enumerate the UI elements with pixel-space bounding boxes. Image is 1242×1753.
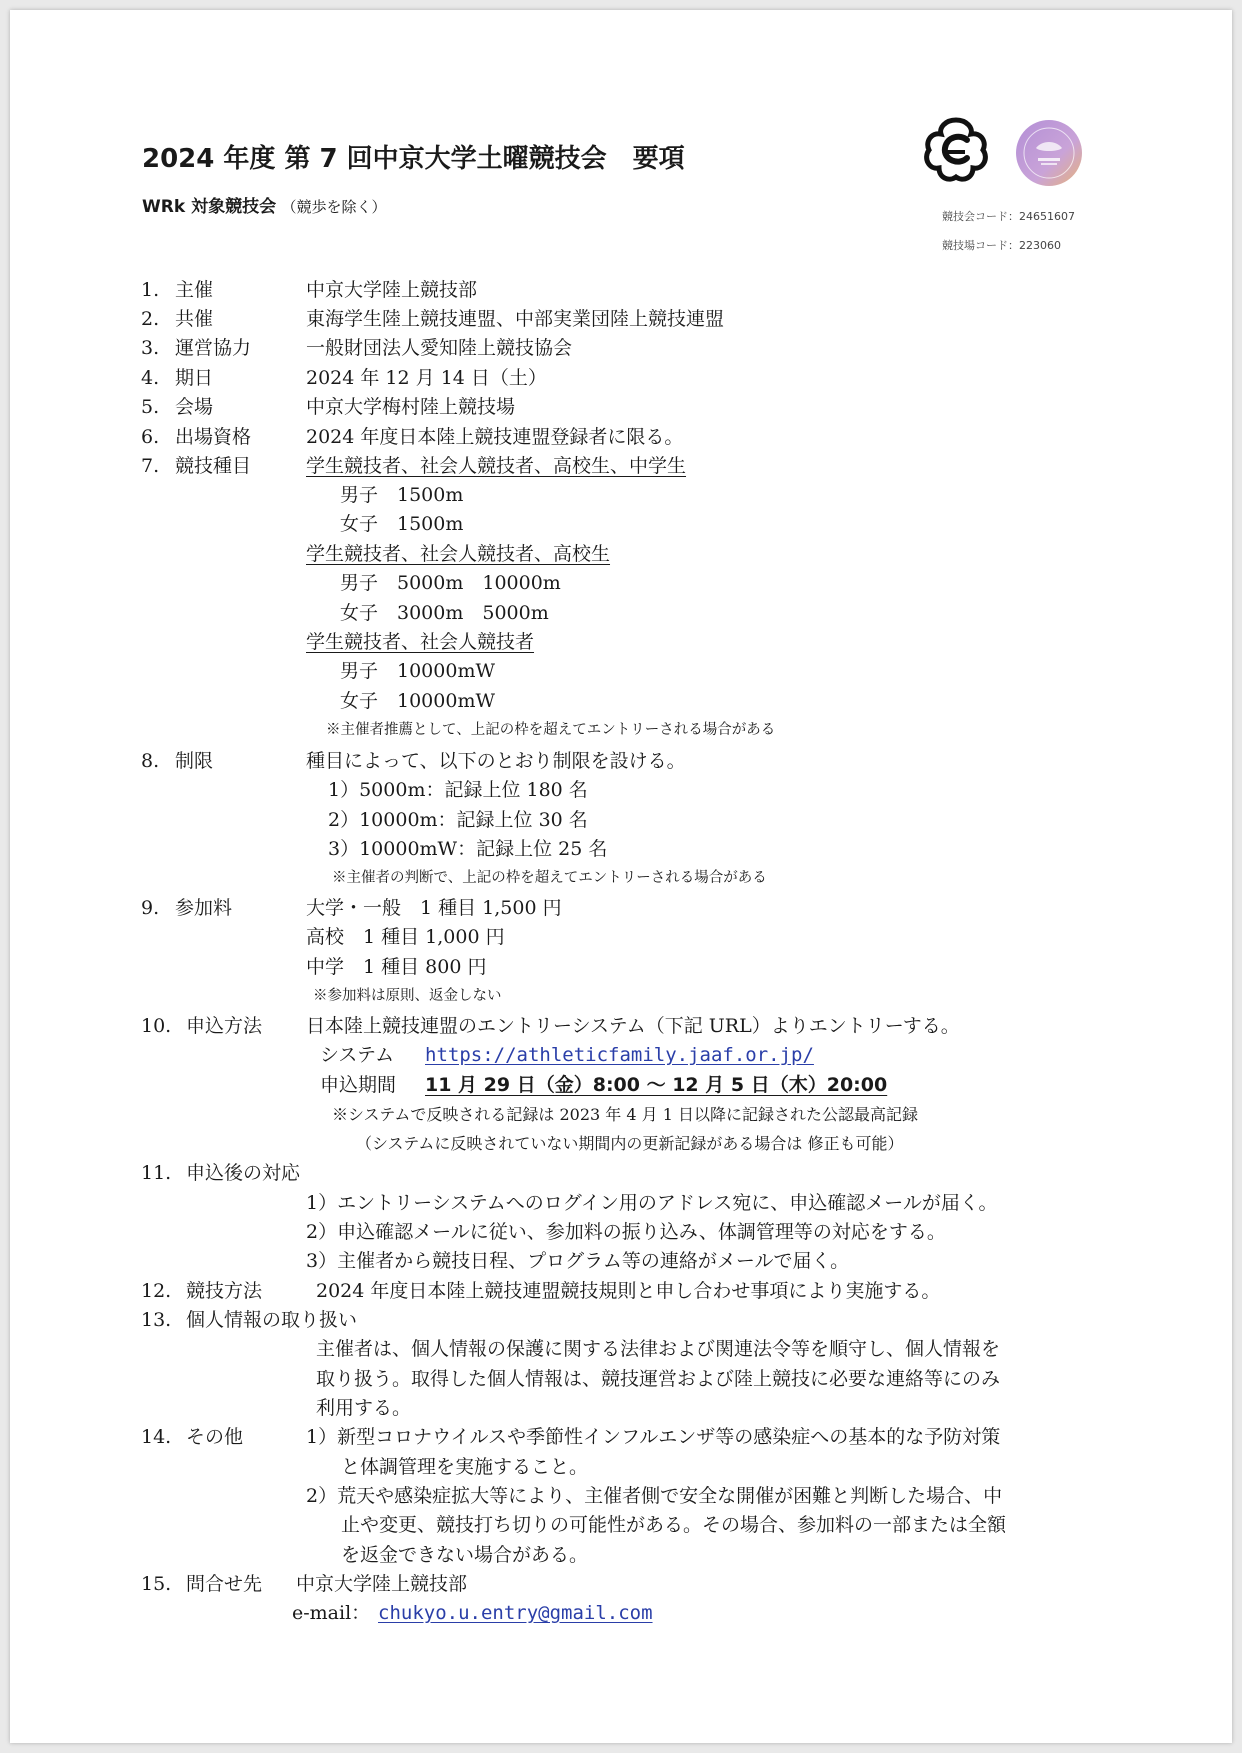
item-11-label: 申込後の対応 — [186, 1162, 301, 1184]
limit-line-1: 1）5000m：記録上位 180 名 — [328, 779, 588, 801]
other-a-line-1: 1）新型コロナウイルスや季節性インフルエンザ等の感染症への基本的な予防対策 — [306, 1426, 1001, 1448]
item-6-value: 2024 年度日本陸上競技連盟登録者に限る。 — [306, 426, 684, 448]
item-1-value: 中京大学陸上競技部 — [306, 279, 478, 301]
privacy-line-2: 取り扱う。取得した個人情報は、競技運営および陸上競技に必要な連絡等にのみ — [316, 1368, 1001, 1390]
event-group-2: 学生競技者、社会人競技者、高校生 — [306, 543, 611, 565]
item-5-value: 中京大学梅村陸上競技場 — [306, 396, 516, 418]
item-14-num: 14. — [141, 1426, 172, 1448]
event-g3-men: 男子 10000mW — [340, 660, 495, 682]
chukyo-logo-icon — [921, 114, 991, 184]
limit-line-3: 3）10000mW：記録上位 25 名 — [328, 838, 608, 860]
event-group-3: 学生競技者、社会人競技者 — [306, 631, 535, 653]
limit-note: ※主催者の判断で、上記の枠を超えてエントリーされる場合がある — [332, 870, 767, 886]
subtitle-bold: WRk 対象競技会 — [142, 197, 277, 217]
item-13-num: 13. — [141, 1309, 172, 1331]
item-1-num: 1. — [141, 279, 160, 301]
system-note-2: （システムに反映されていない期間内の更新記録がある場合は 修正も可能） — [356, 1134, 904, 1153]
item-2-label: 共催 — [175, 308, 214, 330]
venue-code: 競技場コード：223060 — [942, 239, 1061, 252]
email-link[interactable]: chukyo.u.entry@gmail.com — [378, 1602, 653, 1624]
item-9-num: 9. — [141, 897, 160, 919]
privacy-line-3: 利用する。 — [316, 1397, 412, 1419]
item-10-label: 申込方法 — [186, 1015, 263, 1037]
after-line-1: 1）エントリーシステムへのログイン用のアドレス宛に、申込確認メールが届く。 — [306, 1192, 998, 1214]
other-b-line-1: 2）荒天や感染症拡大等により、主催者側で安全な開催が困難と判断した場合、中 — [306, 1485, 1003, 1507]
fee-note: ※参加料は原則、返金しない — [313, 988, 502, 1004]
privacy-line-1: 主催者は、個人情報の保護に関する法律および関連法令等を順守し、個人情報を — [316, 1338, 1001, 1360]
item-14-label: その他 — [186, 1426, 244, 1448]
item-8-label: 制限 — [175, 750, 214, 772]
after-line-2: 2）申込確認メールに従い、参加料の振り込み、体調管理等の対応をする。 — [306, 1221, 946, 1243]
item-5-label: 会場 — [175, 396, 214, 418]
item-3-label: 運営協力 — [175, 337, 252, 359]
item-11-num: 11. — [141, 1162, 172, 1184]
item-8-num: 8. — [141, 750, 160, 772]
meet-code: 競技会コード：24651607 — [942, 210, 1075, 223]
fee-line-2: 高校 1 種目 1,000 円 — [306, 926, 505, 948]
item-13-label: 個人情報の取り扱い — [186, 1309, 358, 1331]
period-value: 11 月 29 日（金）8:00 ～ 12 月 5 日（木）20:00 — [425, 1074, 888, 1096]
item-6-label: 出場資格 — [175, 426, 252, 448]
event-g1-women: 女子 1500m — [340, 513, 464, 535]
item-6-num: 6. — [141, 426, 160, 448]
system-label: システム — [320, 1044, 395, 1066]
item-15-label: 問合せ先 — [186, 1573, 263, 1595]
item-5-num: 5. — [141, 396, 160, 418]
system-note-1: ※システムで反映される記録は 2023 年 4 月 1 日以降に記録された公認最高記録 — [332, 1105, 918, 1124]
item-2-value: 東海学生陸上競技連盟、中部実業団陸上競技連盟 — [306, 308, 725, 330]
event-g3-women: 女子 10000mW — [340, 690, 495, 712]
item-4-value: 2024 年 12 月 14 日（土） — [306, 367, 547, 389]
event-g2-men: 男子 5000m 10000m — [340, 572, 561, 594]
limit-line-2: 2）10000m：記録上位 30 名 — [328, 809, 588, 831]
other-b-line-2: 止や変更、競技打ち切りの可能性がある。その場合、参加料の一部または全額 — [341, 1514, 1007, 1536]
system-url-link[interactable]: https://athleticfamily.jaaf.or.jp/ — [425, 1044, 814, 1066]
item-10-num: 10. — [141, 1015, 172, 1037]
period-label: 申込期間 — [320, 1074, 397, 1096]
item-7-num: 7. — [141, 455, 160, 477]
other-b-line-3: を返金できない場合がある。 — [341, 1544, 589, 1566]
item-15-value: 中京大学陸上競技部 — [296, 1573, 468, 1595]
page-title: 2024 年度 第 7 回中京大学土曜競技会 要項 — [142, 144, 685, 174]
other-a-line-2: と体調管理を実施すること。 — [341, 1456, 589, 1478]
subtitle-paren: （競歩を除く） — [281, 198, 387, 216]
fee-line-3: 中学 1 種目 800 円 — [306, 956, 487, 978]
document-page — [10, 10, 1232, 1743]
subtitle — [142, 192, 387, 217]
item-12-label: 競技方法 — [186, 1280, 263, 1302]
event-g2-women: 女子 3000m 5000m — [340, 602, 549, 624]
email-label: e-mail： — [292, 1602, 371, 1624]
item-12-value: 2024 年度日本陸上競技連盟競技規則と申し合わせ事項により実施する。 — [316, 1280, 941, 1302]
event-note: ※主催者推薦として、上記の枠を超えてエントリーされる場合がある — [326, 722, 776, 738]
item-3-value: 一般財団法人愛知陸上競技協会 — [306, 337, 573, 359]
event-g1-men: 男子 1500m — [340, 484, 464, 506]
item-8-value: 種目によって、以下のとおり制限を設ける。 — [306, 750, 686, 772]
item-9-label: 参加料 — [175, 897, 233, 919]
item-3-num: 3. — [141, 337, 160, 359]
item-10-value: 日本陸上競技連盟のエントリーシステム（下記 URL）よりエントリーする。 — [306, 1015, 960, 1037]
event-group-1: 学生競技者、社会人競技者、高校生、中学生 — [306, 455, 687, 477]
world-athletics-badge-icon — [1014, 118, 1084, 188]
item-4-label: 期日 — [175, 367, 214, 389]
item-7-label: 競技種目 — [175, 455, 252, 477]
fee-line-1: 大学・一般 1 種目 1,500 円 — [306, 897, 562, 919]
item-2-num: 2. — [141, 308, 160, 330]
item-12-num: 12. — [141, 1280, 172, 1302]
item-4-num: 4. — [141, 367, 160, 389]
after-line-3: 3）主催者から競技日程、プログラム等の連絡がメールで届く。 — [306, 1250, 850, 1272]
item-1-label: 主催 — [175, 279, 214, 301]
item-15-num: 15. — [141, 1573, 172, 1595]
